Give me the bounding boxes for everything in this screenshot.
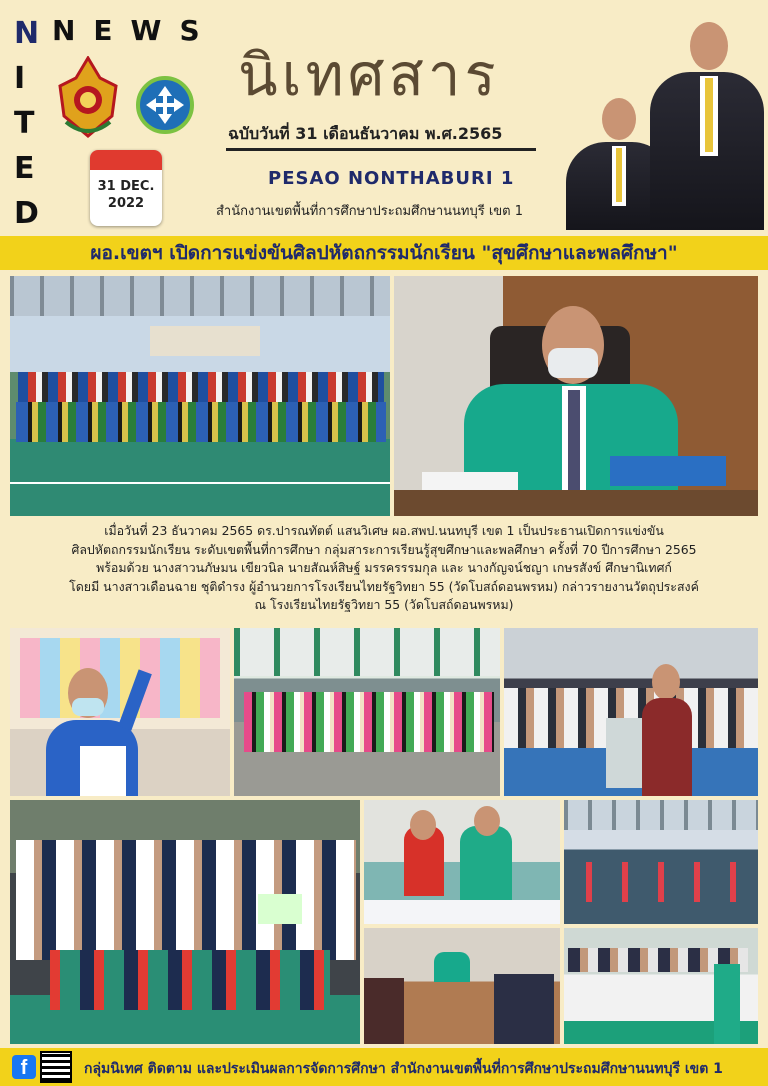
- vertical-letter-i: I: [14, 61, 26, 96]
- headline-text: ผอ.เขตฯ เปิดการแข่งขันศิลปหัตถกรรมนักเรียน "สุขศึกษาและพลศึกษา": [90, 242, 678, 264]
- portrait-director: [648, 16, 766, 230]
- calendar-year: 2022: [107, 196, 145, 211]
- footer-text: กลุ่มนิเทศ ติดตาม และประเมินผลการจัดการศึกษา สำนักงานเขตพื้นที่การศึกษาประถมศึกษานนทบุรี เขต 1: [84, 1061, 723, 1077]
- title-rule: [226, 148, 536, 151]
- dance-gym-photo: [564, 800, 758, 924]
- vertical-letter-n: N: [14, 16, 40, 51]
- award-handover-photo: [364, 800, 560, 924]
- vertical-letter-e: E: [14, 151, 35, 186]
- esa-logo: [136, 76, 194, 134]
- org-english-name: PESAO NONTHABURI 1: [268, 168, 515, 189]
- calendar-icon: [90, 150, 162, 226]
- body-line-1: เมื่อวันที่ 23 ธันวาคม 2565 ดร.ปารณทัตต์ แสนวิเศษ ผอ.สพป.นนทบุรี เขต 1 เป็นประธานเปิดการแข่งขัน: [104, 523, 664, 538]
- march-parade-photo: [234, 628, 500, 796]
- obec-emblem-logo: [52, 56, 124, 142]
- director-seated-photo: [394, 276, 758, 516]
- judges-table-photo: [564, 928, 758, 1044]
- facebook-icon[interactable]: f: [12, 1055, 36, 1079]
- qr-code-icon: [42, 1053, 70, 1081]
- meeting-table-photo: [364, 928, 560, 1044]
- group-photo-gym: [10, 276, 390, 516]
- newsletter-title: นิเทศสาร: [238, 41, 500, 109]
- calendar-date: 31 DEC.: [97, 179, 155, 194]
- issue-date: ฉบับวันที่ 31 เดือนธันวาคม พ.ศ.2565: [228, 124, 503, 143]
- speaker-photo: [10, 628, 230, 796]
- vertical-letter-t: T: [14, 106, 35, 141]
- body-line-4: โดยมี นางสาวเดือนฉาย ชุติดำรง ผู้อำนวยการโรงเรียนไทยรัฐวิทยา 55 (วัดโบสถ์ดอนพรหม) กล่าวรายงานวัตถุประสงค์: [69, 578, 699, 594]
- news-heading: NEWS: [52, 14, 218, 47]
- body-line-5: ณ โรงเรียนไทยรัฐวิทยา 55 (วัดโบสถ์ดอนพรหม): [254, 597, 514, 612]
- body-line-3: พร้อมด้วย นางสาวนภัษมน เขียวนิล นายสัณห์สิษฐ์ มรรครรรมกุล และ นางกัญจน์ชญา เกษรสังข์ ศึกษานิเทศก์: [96, 560, 672, 575]
- article-body: [22, 522, 746, 615]
- headline-banner: [0, 236, 768, 270]
- vertical-letter-d: D: [14, 196, 39, 231]
- org-thai-name: สำนักงานเขตพื้นที่การศึกษาประถมศึกษานนทบุรี เขต 1: [216, 204, 524, 219]
- report-speech-photo: [504, 628, 758, 796]
- students-seated-photo: [10, 800, 360, 1044]
- body-line-2: ศิลปหัตถกรรมนักเรียน ระดับเขตพื้นที่การศึกษา กลุ่มสาระการเรียนรู้สุขศึกษาและพลศึกษา ครั้งที่ 70 ปีการศึกษา 2565: [71, 541, 697, 557]
